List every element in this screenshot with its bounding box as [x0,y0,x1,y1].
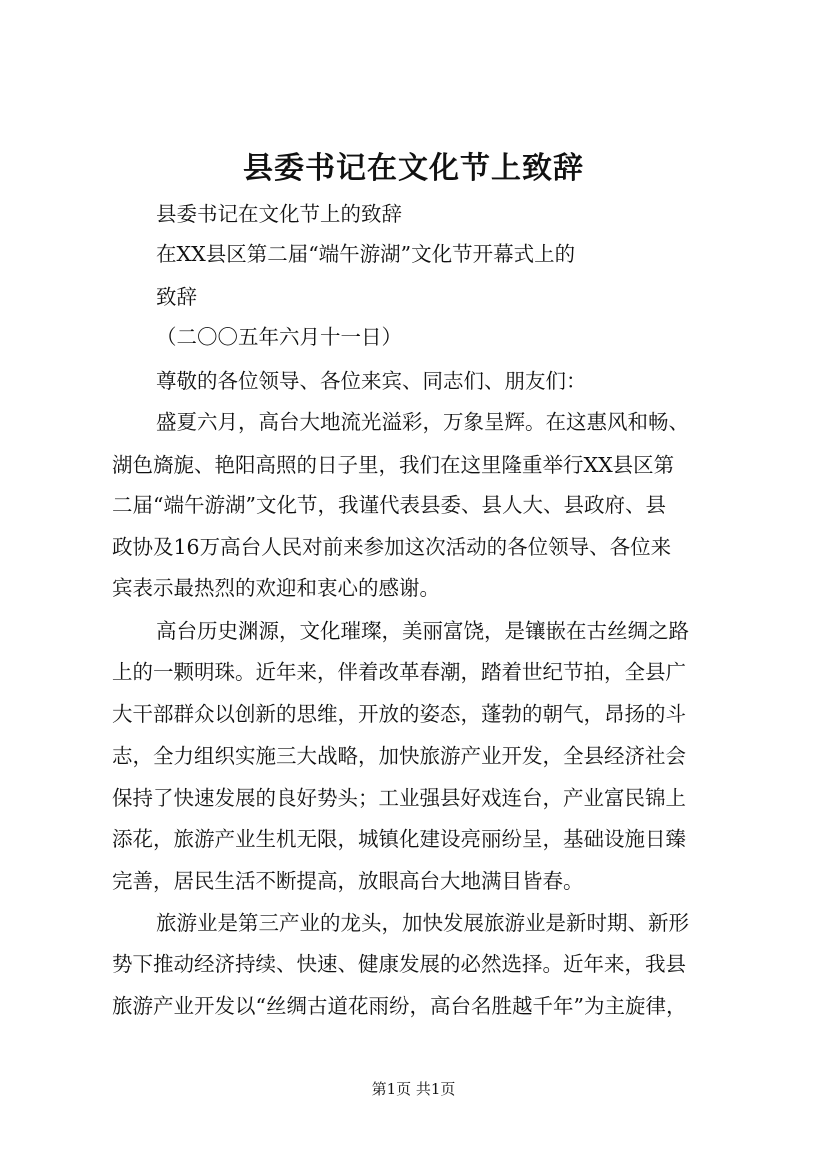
text-line: 势下推动经济持续、快速、健康发展的必然选择。近年来，我县 [112,952,686,976]
text-line: 完善，居民生活不断提高，放眼高台大地满目皆春。 [112,869,584,893]
text-line: 旅游产业开发以“丝绸古道花雨纷，高台名胜越千年”为主旋律， [112,994,687,1018]
text-line: 宾表示最热烈的欢迎和衷心的感谢。 [112,576,440,600]
text-line: 大干部群众以创新的思维，开放的姿态，蓬勃的朝气，昂扬的斗 [112,702,686,726]
text-line: （二〇〇五年六月十一日） [156,325,402,349]
text-line: 尊敬的各位领导、各位来宾、同志们、朋友们： [156,369,587,393]
text-line: 二届“端午游湖”文化节，我谨代表县委、县人大、县政府、县 [112,493,666,517]
text-line: 在XX县区第二届“端午游湖”文化节开幕式上的 [156,242,576,266]
text-line: 高台历史渊源，文化璀璨，美丽富饶，是镶嵌在古丝绸之路 [156,619,689,643]
text-line: 致辞 [156,285,197,309]
text-line: 保持了快速发展的良好势头；工业强县好戏连台，产业富民锦上 [112,786,686,810]
text-line: 湖色旖旎、艳阳高照的日子里，我们在这里隆重举行XX县区第 [112,453,675,477]
text-line: 志，全力组织实施三大战略，加快旅游产业开发，全县经济社会 [112,744,686,768]
text-line: 政协及16万高台人民对前来参加这次活动的各位领导、各位来 [112,535,672,559]
text-line: 旅游业是第三产业的龙头，加快发展旅游业是新时期、新形 [156,911,689,935]
page-footer: 第1页 共1页 [371,1080,456,1098]
text-line: 县委书记在文化节上的致辞 [156,202,402,226]
text-line: 添花，旅游产业生机无限，城镇化建设亮丽纷呈，基础设施日臻 [112,827,686,851]
text-line: 上的一颗明珠。近年来，伴着改革春潮，踏着世纪节拍，全县广 [112,660,686,684]
text-line: 盛夏六月，高台大地流光溢彩，万象呈辉。在这惠风和畅、 [156,410,689,434]
document-title: 县委书记在文化节上致辞 [243,151,584,186]
